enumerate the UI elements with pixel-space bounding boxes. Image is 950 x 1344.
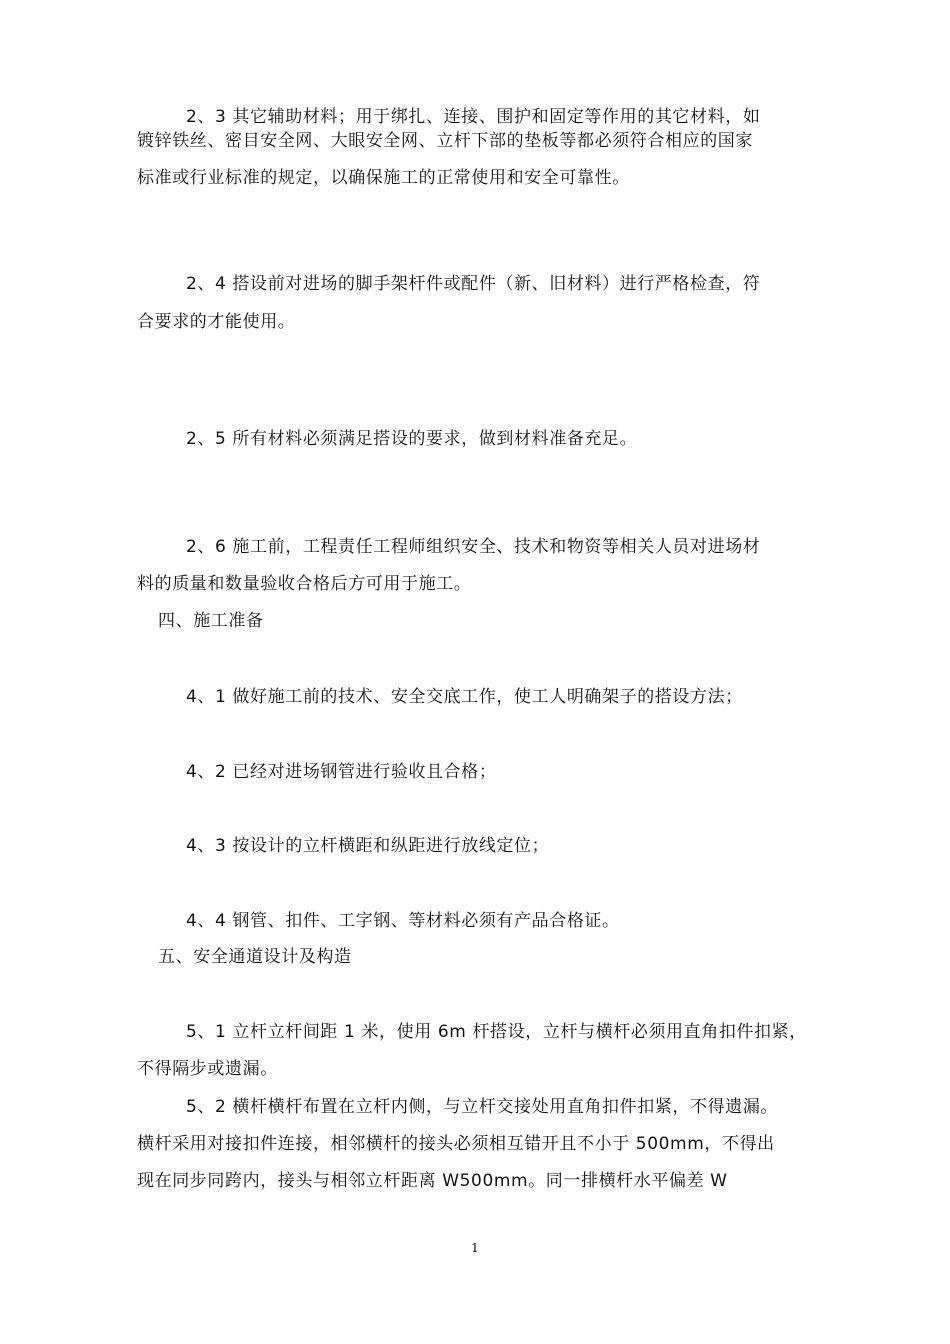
section-heading-4: 四、施工准备 <box>158 611 264 631</box>
paragraph-5-2-line-3: 现在同步同跨内，接头与相邻立杆距离 W500mm。同一排横杆水平偏差 W <box>137 1171 728 1191</box>
paragraph-4-4: 4、4 钢管、扣件、工字钢、等材料必须有产品合格证。 <box>186 911 620 931</box>
paragraph-2-3-line-3: 标准或行业标准的规定，以确保施工的正常使用和安全可靠性。 <box>137 168 630 188</box>
paragraph-5-1-line-2: 不得隔步或遗漏。 <box>137 1059 278 1079</box>
paragraph-5-1-line-1: 5、1 立杆立杆间距 1 米，使用 6m 杆搭设，立杆与横杆必须用直角扣件扣紧， <box>186 1022 807 1042</box>
paragraph-5-2-line-2: 横杆采用对接扣件连接，相邻横杆的接头必须相互错开且不小于 500mm，不得出 <box>137 1134 775 1154</box>
paragraph-4-3: 4、3 按设计的立杆横距和纵距进行放线定位； <box>186 836 550 856</box>
paragraph-4-2: 4、2 已经对进场钢管进行验收且合格； <box>186 762 497 782</box>
page-number: 1 <box>471 1241 479 1255</box>
paragraph-2-6-line-1: 2、6 施工前，工程责任工程师组织安全、技术和物资等相关人员对进场材 <box>186 537 761 557</box>
paragraph-4-1: 4、1 做好施工前的技术、安全交底工作，使工人明确架子的搭设方法； <box>186 687 743 707</box>
paragraph-2-4-line-2: 合要求的才能使用。 <box>137 312 296 332</box>
paragraph-2-4-line-1: 2、4 搭设前对进场的脚手架杆件或配件（新、旧材料）进行严格检查，符 <box>186 274 761 294</box>
paragraph-2-5-line-1: 2、5 所有材料必须满足搭设的要求，做到材料准备充足。 <box>186 429 638 449</box>
paragraph-5-2-line-1: 5、2 横杆横杆布置在立杆内侧，与立杆交接处用直角扣件扣紧，不得遗漏。 <box>186 1097 779 1117</box>
section-heading-5: 五、安全通道设计及构造 <box>158 947 352 967</box>
paragraph-2-6-line-2: 料的质量和数量验收合格后方可用于施工。 <box>137 574 472 594</box>
paragraph-2-3-line-1: 2、3 其它辅助材料；用于绑扎、连接、围护和固定等作用的其它材料，如 <box>186 107 761 127</box>
paragraph-2-3-line-2: 镀锌铁丝、密目安全网、大眼安全网、立杆下部的垫板等都必须符合相应的国家 <box>137 131 753 151</box>
